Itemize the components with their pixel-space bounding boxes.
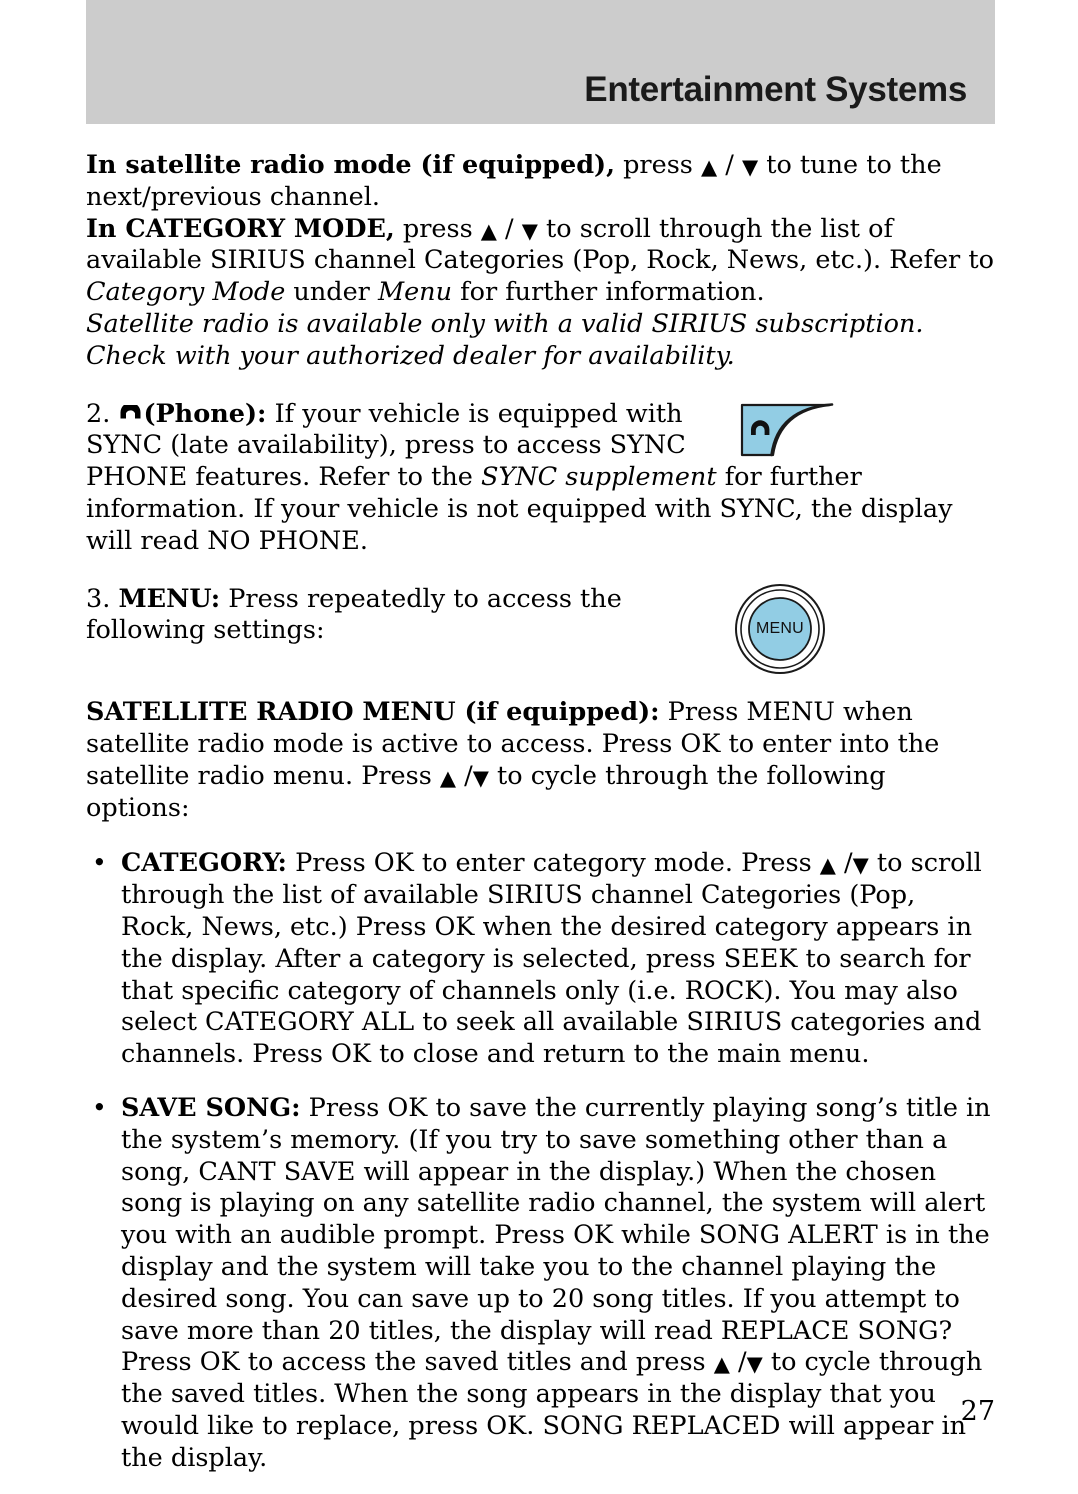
bullet-category-text-a: Press OK to enter category mode. Press	[286, 848, 820, 879]
menu-item-text: Press repeatedly to access the following settings:	[86, 583, 622, 646]
down-triangle-icon: ▼	[472, 765, 489, 790]
up-triangle-icon: ▲	[713, 1352, 730, 1377]
satellite-radio-menu-text-a: Press MENU when satellite radio mode is active to access. Press OK to enter into the satellite radio menu. Press	[86, 697, 940, 791]
satellite-radio-menu-paragraph	[86, 697, 995, 824]
intro-text-2d: under	[285, 277, 378, 308]
menu-item-label: MENU:	[118, 583, 221, 614]
page-title: Entertainment Systems	[584, 70, 967, 109]
page-number: 27	[960, 1396, 995, 1427]
slash-separator: /	[456, 760, 473, 791]
slash-separator: /	[496, 213, 522, 244]
intro-paragraph	[86, 150, 995, 373]
slash-separator: /	[729, 1347, 747, 1378]
bullet-icon: •	[92, 848, 107, 878]
down-triangle-icon: ▼	[521, 218, 538, 243]
bullet-save-song-text-a: Press OK to save the currently playing song’s title in the system’s memory. (If you try to save something other than a song, CANT SAVE will appear in the display.) When the chosen song is playing on any satellite radio channel, the system will alert you with an audible prompt. Press OK while SONG ALERT is in the display and the system will take you to the channel playing the desired song. You can save up to 20 song titles. If you attempt to save more than 20 titles, the display will read REPLACE SONG? Press OK to access the saved titles and press	[121, 1092, 991, 1378]
phone-item-paragraph-full	[86, 462, 995, 557]
menu-button-illustration[interactable]	[734, 583, 826, 675]
phone-button-illustration	[740, 402, 834, 458]
up-triangle-icon: ▲	[439, 765, 457, 790]
phone-item-italic-sync-supplement: SYNC supplement	[481, 462, 717, 493]
phone-item-text-b: for further information. If your vehicle is not equipped with SYNC, the display will read NO PHONE.	[86, 462, 953, 556]
satellite-radio-menu-text-b: to cycle through the following options:	[86, 760, 886, 823]
up-triangle-icon: ▲	[701, 155, 718, 179]
intro-italic-menu: Menu	[377, 277, 453, 308]
phone-item-text-wrapped: If your vehicle is equipped with SYNC (late availability), press to access SYNC	[86, 398, 686, 461]
down-triangle-icon: ▼	[741, 155, 759, 179]
menu-button-label: MENU	[756, 620, 804, 637]
down-triangle-icon: ▼	[852, 853, 869, 878]
intro-text-2f: for further information.	[452, 277, 765, 308]
down-triangle-icon: ▼	[746, 1352, 763, 1377]
intro-italic-category-mode: Category Mode	[86, 277, 286, 308]
up-triangle-icon: ▲	[480, 218, 497, 243]
satellite-radio-menu-lead: SATELLITE RADIO MENU (if equipped):	[86, 697, 660, 728]
page-header-band	[86, 0, 995, 124]
intro-subscription-note: Satellite radio is available only with a valid SIRIUS subscription. Check with your authorized dealer for availability.	[86, 308, 924, 371]
bullet-label-category: CATEGORY:	[121, 848, 287, 879]
intro-lead-2: In CATEGORY MODE,	[86, 213, 395, 244]
list-item	[86, 848, 995, 1071]
slash-separator: /	[717, 150, 742, 180]
bullet-icon: •	[92, 1092, 107, 1122]
menu-options-list	[86, 848, 995, 1474]
phone-item-text-a: PHONE features. Refer to the	[86, 462, 482, 493]
bullet-label-save-song: SAVE SONG:	[121, 1092, 301, 1123]
phone-item-paragraph-wrapped	[86, 399, 686, 463]
bullet-save-song-text-b: to cycle through the saved titles. When the song appears in the display that you would like to replace, press OK. SONG REPLACED will appear in the display.	[121, 1347, 983, 1473]
intro-text-2b: to scroll through the list of available SIRIUS channel Categories (Pop, Rock, News, etc.). Refer to	[86, 213, 994, 276]
intro-text-1a: press	[615, 150, 701, 180]
phone-handset-icon	[118, 405, 143, 419]
up-triangle-icon: ▲	[819, 853, 836, 878]
intro-text-1b: to tune to the next/previous channel.	[86, 150, 942, 212]
intro-lead-1: In satellite radio mode (if equipped),	[86, 150, 615, 180]
list-item	[86, 1093, 995, 1475]
phone-item-label: (Phone):	[143, 398, 267, 429]
menu-item-paragraph	[86, 584, 686, 648]
page-content	[86, 124, 995, 1474]
slash-separator: /	[835, 848, 853, 879]
phone-item-number: 2.	[86, 398, 119, 429]
bullet-category-text-b: to scroll through the list of available SIRIUS channel Categories (Pop, Rock, News, etc.) Press OK when the desired category appears in the display. After a category is selected, press SEEK to search for that specific category of channels only (i.e. ROCK). You may also select CATEGORY ALL to seek all available SIRIUS categories and channels. Press OK to close and return to the main menu.	[121, 848, 982, 1070]
intro-text-2a: press	[394, 213, 481, 244]
menu-item-number: 3.	[86, 583, 119, 614]
